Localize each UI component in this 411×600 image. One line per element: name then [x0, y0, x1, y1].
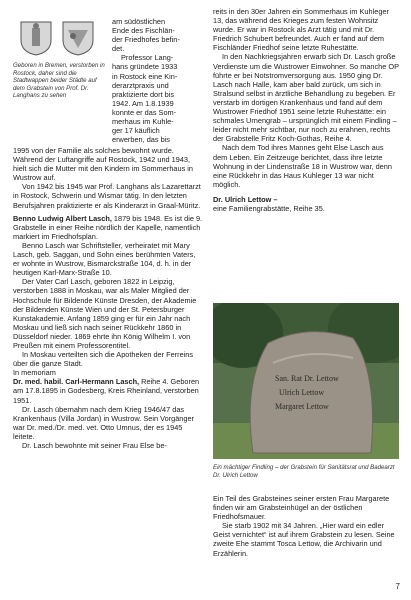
lettow-subheading: eine Familiengrabstätte, Reihe 35. [213, 203, 325, 213]
benno-heading: Benno Ludwig Albert Lasch, [13, 213, 112, 223]
text-line: det. [112, 44, 125, 54]
stone-inscription-2: Ulrich Lettow [279, 388, 325, 397]
bottom-right-text [213, 494, 399, 558]
paragraph: Ein Teil des Grabsteines seiner ersten Frau Margarete finden wir am Grabsteinhügel an der östlichen Friedhofsmauer. [213, 494, 390, 522]
gravestone-photo [213, 303, 399, 459]
text-line: derarztpraxis und [112, 80, 169, 90]
text-line: Ende des Fischlän- [112, 26, 175, 36]
paragraph: Nach dem Tod ihres Mannes geht Else Lasch aus dem Leben. Ein Zeitzeuge berichtet, dass ihre letzte Wohnung in der Lindenstraße 18 in Wustrow war, denn eine Rückkehr in das Haus Kuhleger 13 war nicht möglich. [213, 143, 392, 189]
paragraph: In Moskau verteilten sich die Apotheken der Ferreins über die ganze Stadt. [13, 350, 194, 369]
crest-caption: Geboren in Bremen, verstorben in Rostock, daher sind die Stadtwappen beider Städte auf dem Grabstein von Prof. Dr. Langhans zu sehen [13, 62, 105, 99]
text-line: erwerben, das bis [112, 135, 170, 145]
text-line: ger 17 käuflich [112, 126, 160, 136]
stone-inscription-3: Margaret Lettow [275, 402, 329, 411]
text-line: merhaus im Kuhle- [112, 117, 174, 127]
paragraph: Von 1942 bis 1945 war Prof. Langhans als Lazarettarzt in Rostock, Schwerin und Wismar tätig. In den letzten Berufsjahren praktizierte er als Kinderarzt in Graal-Müritz. [13, 182, 201, 210]
paragraph: Sie starb 1902 mit 34 Jahren. „Hier ward ein edler Geist vernichtet“ ist auf ihrem Grabstein zu lesen. Seine zweite Ehe stammt Tosca Lettow, die Archivarin und Erzählerin. [213, 521, 395, 558]
text-line: konnte er das Som- [112, 107, 177, 117]
text-line: Professor Lang- [121, 53, 174, 63]
city-crests-image [13, 20, 109, 56]
text-line: hans gründete 1933 [112, 62, 178, 72]
carl-paragraph [13, 377, 203, 404]
carl-heading-rest: Reihe 4. Geboren am 17.8.1895 in Godesberg, Kreis Rheinland, verstorben 1951. [13, 377, 200, 405]
paragraph: Dr. Lasch bewohnte mit seiner Frau Else be- [22, 441, 167, 450]
photo-caption: Ein mächtiger Findling – der Grabstein für Sanitätsrat und Badearzt Dr. Ulrich Lettow [213, 464, 395, 479]
left-column [13, 146, 203, 450]
text-line: 1942. Am 1.8.1939 [112, 98, 174, 108]
stone-inscription-1: San. Rat Dr. Lettow [275, 374, 339, 383]
lettow-heading: Dr. Ulrich Lettow – [213, 194, 278, 204]
paragraph: Benno Lasch war Schriftsteller, verheiratet mit Mary Lasch, geb. Saggan, und Sohn eines berühmten Vaters, er wohnte in Wustrow, Bismarckstraße 104, d. h. in der heutigen Karl-Marx-Straße 10. [13, 240, 196, 278]
right-column [213, 7, 399, 213]
text-line: in Rostock eine Kin- [112, 71, 178, 81]
paragraph: Der Vater Carl Lasch, geboren 1822 in Leipzig, verstorben 1888 in Moskau, war als Maler Mitglied der Hochschule für Bildende Künste Dresden, der Akademie der Bildenden Künste Wien und der St. Petersburger Kunstakademie. Anfang 1859 ging er für ein Jahr nach Moskau und ließ sich nach seiner Rückkehr 1860 in Düsseldorf nieder. 1869 ehrte ihn König Wilhelm I. von Preußen mit einem Professorentitel. [13, 277, 197, 350]
paragraph: In den Nachkriegsjahren erwarb sich Dr. Lasch große Verdienste um die Wustrower Einwohner. So manche OP führte er bei Notstromversorgung aus. 1950 ging Dr. Lasch nach Halle, kam aber bald zurück, um sich in Stralsund selbst in ärztliche Behandlung zu begeben. Er verstarb im dortigen Krankenhaus und fand auf dem Wustrower Friedhof 1951 seine letzte Ruhestätte: ein schmales Urnengrab – ursprünglich mit einem Findling – leider nicht mehr sichtbar, nur noch zu erahnen, rechts der Grabstelle Fritz Koch-Gothas, Reihe 4. [213, 52, 399, 144]
bremen-crest-icon [21, 22, 51, 55]
rostock-crest-icon [63, 22, 93, 55]
benno-paragraph [13, 214, 203, 241]
paragraph: Dr. Lasch übernahm nach dem Krieg 1946/47 das Krankenhaus (Villa Jordan) in Wustrow. Sein Vorgänger war Dr. med./Dr. med. vet. Otto Umnus, der es 1945 leitete. [13, 404, 194, 441]
paragraph: reits in den 30er Jahren ein Sommerhaus im Kuhleger 13, das während des Krieges zum festen Wohnsitz wurde. Er war in Rostock als Arzt tätig und mit Dr. Friedrich Schubert befreundet. Auch er fand auf dem Fischländer Friedhof seine letzte Ruhestätte. [213, 7, 389, 53]
intro-column [112, 17, 202, 144]
page-number: 7 [395, 582, 400, 591]
paragraph: 1995 von der Familie als solches bewohnt wurde. Während der Luftangriffe auf Rostock, 1942 und 1943, hielt sich die Mutter mit den Kindern im Sommerhaus in Wustrow auf. [13, 146, 193, 183]
benno-heading-rest: 1879 bis 1948. Es ist die 9. Grabstelle in einer Reihe nördlich der Kapelle, namentlich markiert im Friedhofsplan. [13, 213, 203, 241]
text-line: der Friedhofes befin- [112, 35, 180, 45]
carl-heading: Dr. med. habil. Carl-Hermann Lasch, [13, 377, 140, 387]
text-line: am südöstlichen [112, 17, 166, 26]
memoriam-line: In memoriam [13, 368, 56, 378]
text-line: praktizierte dort bis [112, 89, 175, 99]
